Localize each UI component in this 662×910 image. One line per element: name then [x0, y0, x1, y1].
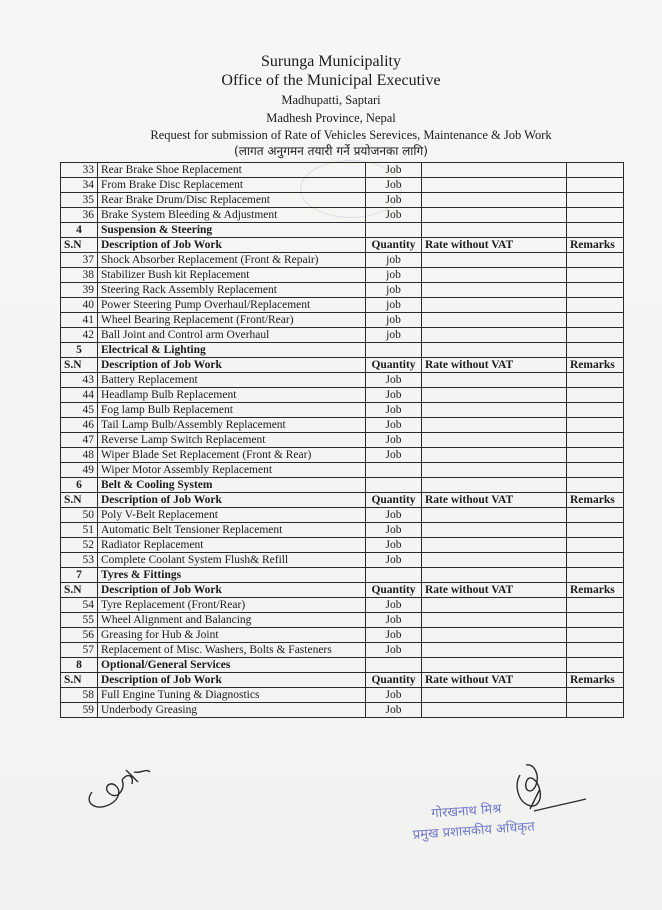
job-work-table: [60, 162, 624, 718]
remarks-cell: [567, 193, 624, 208]
remarks-cell: [567, 208, 624, 223]
description-cell: Rear Brake Drum/Disc Replacement: [98, 193, 366, 208]
description-cell: Reverse Lamp Switch Replacement: [98, 433, 366, 448]
table-row: [61, 598, 624, 613]
quantity-cell: job: [366, 268, 422, 283]
address-line: Madhupatti, Saptari: [281, 93, 381, 107]
table-row: [61, 538, 624, 553]
quantity-cell: Job: [366, 613, 422, 628]
rate-cell: [422, 313, 567, 328]
rate-cell: [422, 508, 567, 523]
section-spacer: [567, 478, 624, 493]
rate-cell: [422, 253, 567, 268]
sn-cell: 47: [61, 433, 98, 448]
quantity-cell: Job: [366, 163, 422, 178]
column-header-description: Description of Job Work: [98, 358, 366, 373]
section-number: 7: [61, 568, 98, 583]
column-header-remarks: Remarks: [567, 358, 624, 373]
remarks-cell: [567, 613, 624, 628]
rate-cell: [422, 628, 567, 643]
rate-cell: [422, 388, 567, 403]
column-header-remarks: Remarks: [567, 238, 624, 253]
quantity-cell: Job: [366, 538, 422, 553]
description-cell: Steering Rack Assembly Replacement: [98, 283, 366, 298]
quantity-cell: Job: [366, 688, 422, 703]
column-header-quantity: Quantity: [366, 673, 422, 688]
description-cell: Wheel Alignment and Balancing: [98, 613, 366, 628]
section-title: Optional/General Services: [98, 658, 366, 673]
column-header-quantity: Quantity: [366, 493, 422, 508]
sn-cell: 36: [61, 208, 98, 223]
quantity-cell: Job: [366, 403, 422, 418]
description-cell: Shock Absorber Replacement (Front & Repair): [98, 253, 366, 268]
table-row: [61, 253, 624, 268]
description-cell: Stabilizer Bush kit Replacement: [98, 268, 366, 283]
quantity-cell: job: [366, 283, 422, 298]
table-row: [61, 178, 624, 193]
column-header-rate: Rate without VAT: [422, 583, 567, 598]
quantity-cell: [366, 463, 422, 478]
section-spacer: [366, 478, 422, 493]
section-spacer: [366, 568, 422, 583]
section-spacer: [567, 658, 624, 673]
section-title: Suspension & Steering: [98, 223, 366, 238]
quantity-cell: Job: [366, 373, 422, 388]
sn-cell: 39: [61, 283, 98, 298]
sn-cell: 38: [61, 268, 98, 283]
rate-cell: [422, 703, 567, 718]
column-header-row: [61, 583, 624, 598]
remarks-cell: [567, 523, 624, 538]
description-cell: Radiator Replacement: [98, 538, 366, 553]
remarks-cell: [567, 598, 624, 613]
remarks-cell: [567, 328, 624, 343]
remarks-cell: [567, 703, 624, 718]
rate-cell: [422, 268, 567, 283]
sn-cell: 45: [61, 403, 98, 418]
remarks-cell: [567, 628, 624, 643]
column-header-remarks: Remarks: [567, 673, 624, 688]
remarks-cell: [567, 163, 624, 178]
section-spacer: [366, 223, 422, 238]
column-header-row: [61, 673, 624, 688]
rate-cell: [422, 418, 567, 433]
remarks-cell: [567, 643, 624, 658]
rate-cell: [422, 688, 567, 703]
remarks-cell: [567, 373, 624, 388]
remarks-cell: [567, 298, 624, 313]
table-row: [61, 163, 624, 178]
column-header-rate: Rate without VAT: [422, 493, 567, 508]
section-spacer: [366, 658, 422, 673]
quantity-cell: Job: [366, 388, 422, 403]
column-header-description: Description of Job Work: [98, 673, 366, 688]
section-row: [61, 478, 624, 493]
sn-cell: 53: [61, 553, 98, 568]
column-header-quantity: Quantity: [366, 583, 422, 598]
quantity-cell: Job: [366, 643, 422, 658]
description-cell: Wiper Blade Set Replacement (Front & Rear): [98, 448, 366, 463]
rate-cell: [422, 523, 567, 538]
column-header-rate: Rate without VAT: [422, 673, 567, 688]
sn-cell: 42: [61, 328, 98, 343]
quantity-cell: job: [366, 253, 422, 268]
sn-cell: 58: [61, 688, 98, 703]
table-row: [61, 523, 624, 538]
quantity-cell: job: [366, 313, 422, 328]
sn-cell: 40: [61, 298, 98, 313]
officer-stamp: [411, 794, 583, 846]
rate-cell: [422, 433, 567, 448]
officer-designation: प्रमुख प्रशासकीय अधिकृत: [412, 819, 536, 843]
table-row: [61, 628, 624, 643]
section-number: 5: [61, 343, 98, 358]
description-cell: Battery Replacement: [98, 373, 366, 388]
column-header-row: [61, 238, 624, 253]
rate-cell: [422, 538, 567, 553]
column-header-sn: S.N: [61, 493, 98, 508]
rate-cell: [422, 448, 567, 463]
column-header-quantity: Quantity: [366, 238, 422, 253]
table-row: [61, 553, 624, 568]
rate-cell: [422, 298, 567, 313]
remarks-cell: [567, 553, 624, 568]
column-header-description: Description of Job Work: [98, 583, 366, 598]
remarks-cell: [567, 688, 624, 703]
quantity-cell: Job: [366, 628, 422, 643]
column-header-sn: S.N: [61, 583, 98, 598]
officer-name: गोरखनाथ मिश्र: [430, 801, 502, 822]
section-number: 4: [61, 223, 98, 238]
sn-cell: 41: [61, 313, 98, 328]
description-cell: Poly V-Belt Replacement: [98, 508, 366, 523]
table-row: [61, 403, 624, 418]
rate-cell: [422, 613, 567, 628]
table-row: [61, 643, 624, 658]
sn-cell: 44: [61, 388, 98, 403]
quantity-cell: Job: [366, 193, 422, 208]
remarks-cell: [567, 283, 624, 298]
sn-cell: 57: [61, 643, 98, 658]
quantity-cell: Job: [366, 448, 422, 463]
section-number: 6: [61, 478, 98, 493]
sn-cell: 50: [61, 508, 98, 523]
document-header: [0, 52, 662, 159]
section-row: [61, 568, 624, 583]
sn-cell: 43: [61, 373, 98, 388]
section-title: Electrical & Lighting: [98, 343, 366, 358]
rate-cell: [422, 373, 567, 388]
request-title: Request for submission of Rate of Vehicles Serevices, Maintenance & Job Work: [150, 128, 552, 142]
sn-cell: 55: [61, 613, 98, 628]
description-cell: Fog lamp Bulb Replacement: [98, 403, 366, 418]
column-header-description: Description of Job Work: [98, 238, 366, 253]
rate-cell: [422, 208, 567, 223]
quantity-cell: Job: [366, 553, 422, 568]
column-header-rate: Rate without VAT: [422, 358, 567, 373]
sn-cell: 46: [61, 418, 98, 433]
province-line: Madhesh Province, Nepal: [266, 111, 396, 125]
remarks-cell: [567, 538, 624, 553]
quantity-cell: Job: [366, 418, 422, 433]
section-spacer: [567, 223, 624, 238]
table-row: [61, 703, 624, 718]
table-row: [61, 508, 624, 523]
section-title: Tyres & Fittings: [98, 568, 366, 583]
sn-cell: 51: [61, 523, 98, 538]
table-row: [61, 193, 624, 208]
description-cell: Replacement of Misc. Washers, Bolts & Fasteners: [98, 643, 366, 658]
section-spacer: [366, 343, 422, 358]
rate-cell: [422, 178, 567, 193]
sn-cell: 54: [61, 598, 98, 613]
description-cell: Wheel Bearing Replacement (Front/Rear): [98, 313, 366, 328]
description-cell: Greasing for Hub & Joint: [98, 628, 366, 643]
quantity-cell: Job: [366, 508, 422, 523]
remarks-cell: [567, 253, 624, 268]
description-cell: Automatic Belt Tensioner Replacement: [98, 523, 366, 538]
section-spacer: [422, 658, 567, 673]
quantity-cell: Job: [366, 598, 422, 613]
description-cell: Ball Joint and Control arm Overhaul: [98, 328, 366, 343]
column-header-row: [61, 493, 624, 508]
description-cell: Rear Brake Shoe Replacement: [98, 163, 366, 178]
remarks-cell: [567, 433, 624, 448]
sn-cell: 49: [61, 463, 98, 478]
quantity-cell: Job: [366, 523, 422, 538]
description-cell: Headlamp Bulb Replacement: [98, 388, 366, 403]
section-number: 8: [61, 658, 98, 673]
section-row: [61, 343, 624, 358]
column-header-remarks: Remarks: [567, 583, 624, 598]
section-row: [61, 223, 624, 238]
quantity-cell: job: [366, 328, 422, 343]
column-header-remarks: Remarks: [567, 493, 624, 508]
signature-left: [82, 762, 154, 812]
section-spacer: [422, 223, 567, 238]
sn-cell: 56: [61, 628, 98, 643]
section-title: Belt & Cooling System: [98, 478, 366, 493]
section-row: [61, 658, 624, 673]
remarks-cell: [567, 178, 624, 193]
table-row: [61, 388, 624, 403]
table-row: [61, 328, 624, 343]
quantity-cell: Job: [366, 208, 422, 223]
description-cell: Power Steering Pump Overhaul/Replacement: [98, 298, 366, 313]
section-spacer: [422, 478, 567, 493]
table-row: [61, 283, 624, 298]
sn-cell: 37: [61, 253, 98, 268]
quantity-cell: job: [366, 298, 422, 313]
description-cell: Underbody Greasing: [98, 703, 366, 718]
table-row: [61, 448, 624, 463]
table-row: [61, 268, 624, 283]
description-cell: From Brake Disc Replacement: [98, 178, 366, 193]
rate-cell: [422, 163, 567, 178]
column-header-rate: Rate without VAT: [422, 238, 567, 253]
rate-cell: [422, 463, 567, 478]
description-cell: Brake System Bleeding & Adjustment: [98, 208, 366, 223]
sn-cell: 48: [61, 448, 98, 463]
rate-cell: [422, 328, 567, 343]
office-name: Office of the Municipal Executive: [221, 72, 441, 89]
section-spacer: [422, 343, 567, 358]
rate-cell: [422, 643, 567, 658]
column-header-sn: S.N: [61, 358, 98, 373]
section-spacer: [422, 568, 567, 583]
table-row: [61, 373, 624, 388]
table-row: [61, 208, 624, 223]
description-cell: Full Engine Tuning & Diagnostics: [98, 688, 366, 703]
rate-cell: [422, 553, 567, 568]
remarks-cell: [567, 448, 624, 463]
description-cell: Wiper Motor Assembly Replacement: [98, 463, 366, 478]
section-spacer: [567, 343, 624, 358]
rate-cell: [422, 598, 567, 613]
request-subtitle-nepali: (लागत अनुगमन तयारी गर्ने प्रयोजनका लागि): [234, 144, 428, 158]
description-cell: Tyre Replacement (Front/Rear): [98, 598, 366, 613]
remarks-cell: [567, 388, 624, 403]
table-row: [61, 433, 624, 448]
municipality-name: Surunga Municipality: [261, 53, 401, 70]
column-header-description: Description of Job Work: [98, 493, 366, 508]
sn-cell: 35: [61, 193, 98, 208]
column-header-sn: S.N: [61, 673, 98, 688]
sn-cell: 52: [61, 538, 98, 553]
column-header-quantity: Quantity: [366, 358, 422, 373]
remarks-cell: [567, 268, 624, 283]
table-row: [61, 298, 624, 313]
sn-cell: 33: [61, 163, 98, 178]
column-header-row: [61, 358, 624, 373]
remarks-cell: [567, 403, 624, 418]
table-row: [61, 313, 624, 328]
sn-cell: 59: [61, 703, 98, 718]
quantity-cell: Job: [366, 703, 422, 718]
description-cell: Tail Lamp Bulb/Assembly Replacement: [98, 418, 366, 433]
sn-cell: 34: [61, 178, 98, 193]
rate-cell: [422, 403, 567, 418]
table-row: [61, 418, 624, 433]
table-row: [61, 463, 624, 478]
remarks-cell: [567, 313, 624, 328]
section-spacer: [567, 568, 624, 583]
quantity-cell: Job: [366, 178, 422, 193]
remarks-cell: [567, 418, 624, 433]
quantity-cell: Job: [366, 433, 422, 448]
table-row: [61, 613, 624, 628]
table-row: [61, 688, 624, 703]
rate-cell: [422, 283, 567, 298]
column-header-sn: S.N: [61, 238, 98, 253]
rate-cell: [422, 193, 567, 208]
remarks-cell: [567, 508, 624, 523]
description-cell: Complete Coolant System Flush& Refill: [98, 553, 366, 568]
remarks-cell: [567, 463, 624, 478]
